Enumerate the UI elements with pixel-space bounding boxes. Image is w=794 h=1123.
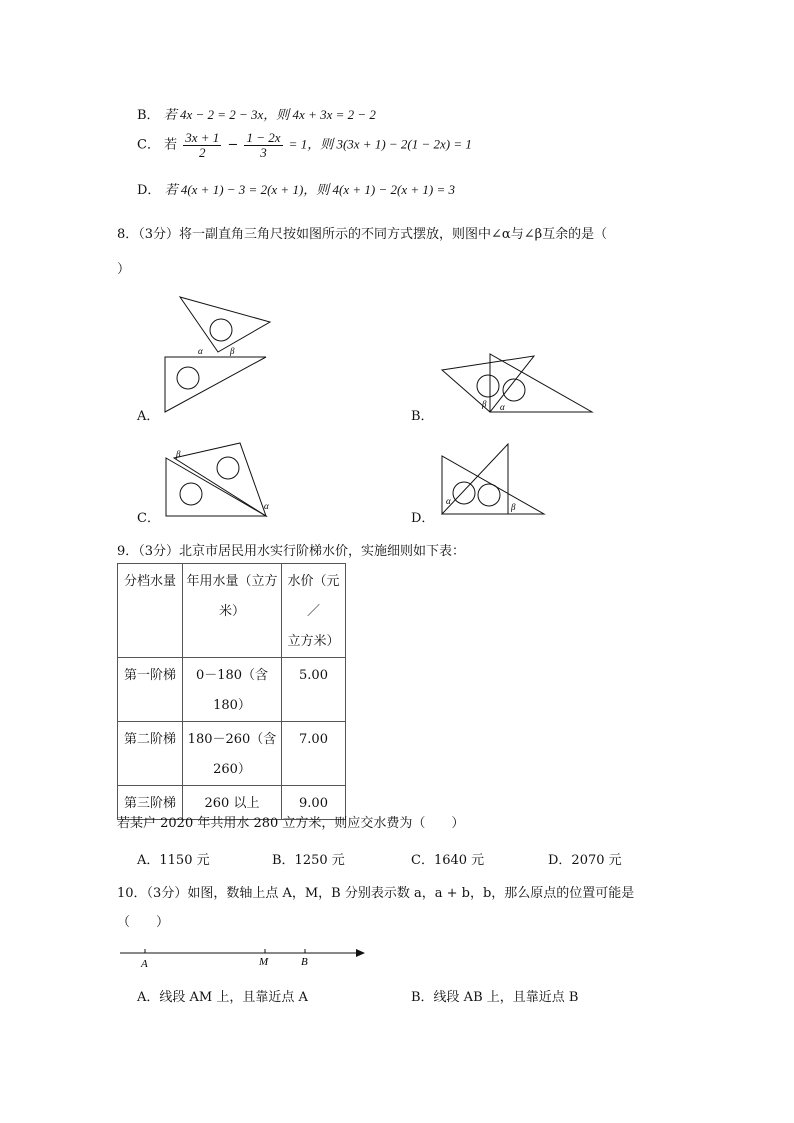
table-header-cell: 水价（元／ 立方米） xyxy=(282,564,346,658)
table-cell: 第二阶梯 xyxy=(118,722,183,786)
triangle-hole xyxy=(478,484,500,506)
table-row xyxy=(118,658,346,722)
table-cell: 260 以上 xyxy=(183,786,282,820)
beta-label: β xyxy=(176,449,181,459)
point-label-a: A xyxy=(141,958,148,970)
q7-option-c xyxy=(137,131,472,159)
point-label-b: B xyxy=(301,956,308,968)
fraction-numerator: 1 − 2x xyxy=(246,130,281,145)
alpha-label: α xyxy=(446,496,451,506)
fraction xyxy=(244,131,282,159)
table-cell: 第三阶梯 xyxy=(118,786,183,820)
table-header-cell: 分档水量 xyxy=(118,564,183,658)
triangle xyxy=(166,458,266,516)
q8-figure-d xyxy=(438,440,548,518)
q8-figure-a xyxy=(160,292,275,417)
alpha-label: α xyxy=(198,346,203,356)
q8-stem: 8．（3分）将一副直角三角尺按如图所示的不同方式摆放，则图中∠α与∠β互余的是（ xyxy=(117,227,608,242)
option-label: B． xyxy=(137,108,160,123)
alpha-label: α xyxy=(264,501,269,511)
q8-option-d-label: D． xyxy=(411,511,435,526)
q8-option-c-label: C． xyxy=(137,511,160,526)
q8-option-b-label: B． xyxy=(411,409,434,424)
option-text: 若 xyxy=(164,137,178,153)
number-line xyxy=(117,942,372,970)
q9-stem: 9．（3分）北京市居民用水实行阶梯水价，实施细则如下表： xyxy=(117,544,466,559)
triangle-hole xyxy=(180,483,202,505)
q9-option-d: D．2070 元 xyxy=(548,853,622,868)
triangle xyxy=(165,357,266,412)
q7-option-b xyxy=(137,104,376,123)
triangle-hole xyxy=(453,482,475,504)
triangle-hole xyxy=(477,375,499,397)
q8-option-a-label: A． xyxy=(137,409,160,424)
beta-label: β xyxy=(511,502,516,512)
triangle xyxy=(442,356,534,412)
q7-option-d xyxy=(137,179,455,198)
option-text: 若 4(x + 1) − 3 = 2(x + 1)，则 4(x + 1) − 2(x + 1) = 3 xyxy=(164,182,455,197)
q9-option-a: A．1150 元 xyxy=(137,853,210,868)
option-label: D． xyxy=(137,183,161,198)
q9-question: 若某户 2020 年共用水 280 立方米，则应交水费为（ ） xyxy=(117,816,465,831)
fraction-numerator: 3x + 1 xyxy=(185,130,220,145)
option-label: C． xyxy=(137,137,160,153)
table-cell: 180－260（含 260） xyxy=(183,722,282,786)
q8-figure-b xyxy=(438,350,598,416)
q10-option-a: A．线段 AM 上，且靠近点 A xyxy=(137,990,308,1005)
q8-stem-end: ） xyxy=(117,262,131,277)
option-text: = 1，则 3(3x + 1) − 2(1 − 2x) = 1 xyxy=(288,136,472,152)
water-price-table xyxy=(117,563,346,820)
fraction-denominator: 2 xyxy=(199,144,206,160)
triangle xyxy=(180,297,270,352)
triangle-hole xyxy=(210,319,232,341)
fraction-denominator: 3 xyxy=(260,144,267,160)
beta-label: β xyxy=(230,346,235,356)
table-cell: 5.00 xyxy=(282,658,346,722)
q10-stem-end: （ ） xyxy=(117,915,170,930)
triangle xyxy=(442,444,508,514)
table-header-cell: 年用水量（立方 米） xyxy=(183,564,282,658)
beta-label: β xyxy=(482,399,487,409)
triangle-hole xyxy=(217,457,239,479)
minus-sign: − xyxy=(227,137,239,153)
table-cell: 第一阶梯 xyxy=(118,658,183,722)
q10-stem: 10．（3分）如图，数轴上点 A，M，B 分别表示数 a，a + b，b，那么原点的位置可能是 xyxy=(117,886,635,901)
point-label-m: M xyxy=(259,956,269,968)
table-cell: 9.00 xyxy=(282,786,346,820)
alpha-label: α xyxy=(500,402,505,412)
table-row xyxy=(118,722,346,786)
triangle-hole xyxy=(503,379,525,401)
arrow-right-icon xyxy=(356,949,365,957)
table-cell: 0－180（含 180） xyxy=(183,658,282,722)
q10-option-b: B．线段 AB 上，且靠近点 B xyxy=(411,990,579,1005)
q9-option-b: B．1250 元 xyxy=(272,853,345,868)
fraction xyxy=(183,131,221,159)
q9-option-c: C．1640 元 xyxy=(411,853,485,868)
triangle xyxy=(174,443,266,516)
triangle-hole xyxy=(177,367,199,389)
table-header-row xyxy=(118,564,346,658)
table-cell: 7.00 xyxy=(282,722,346,786)
q8-figure-c xyxy=(160,440,275,520)
option-text: 若 4x − 2 = 2 − 3x，则 4x + 3x = 2 − 2 xyxy=(163,107,376,122)
